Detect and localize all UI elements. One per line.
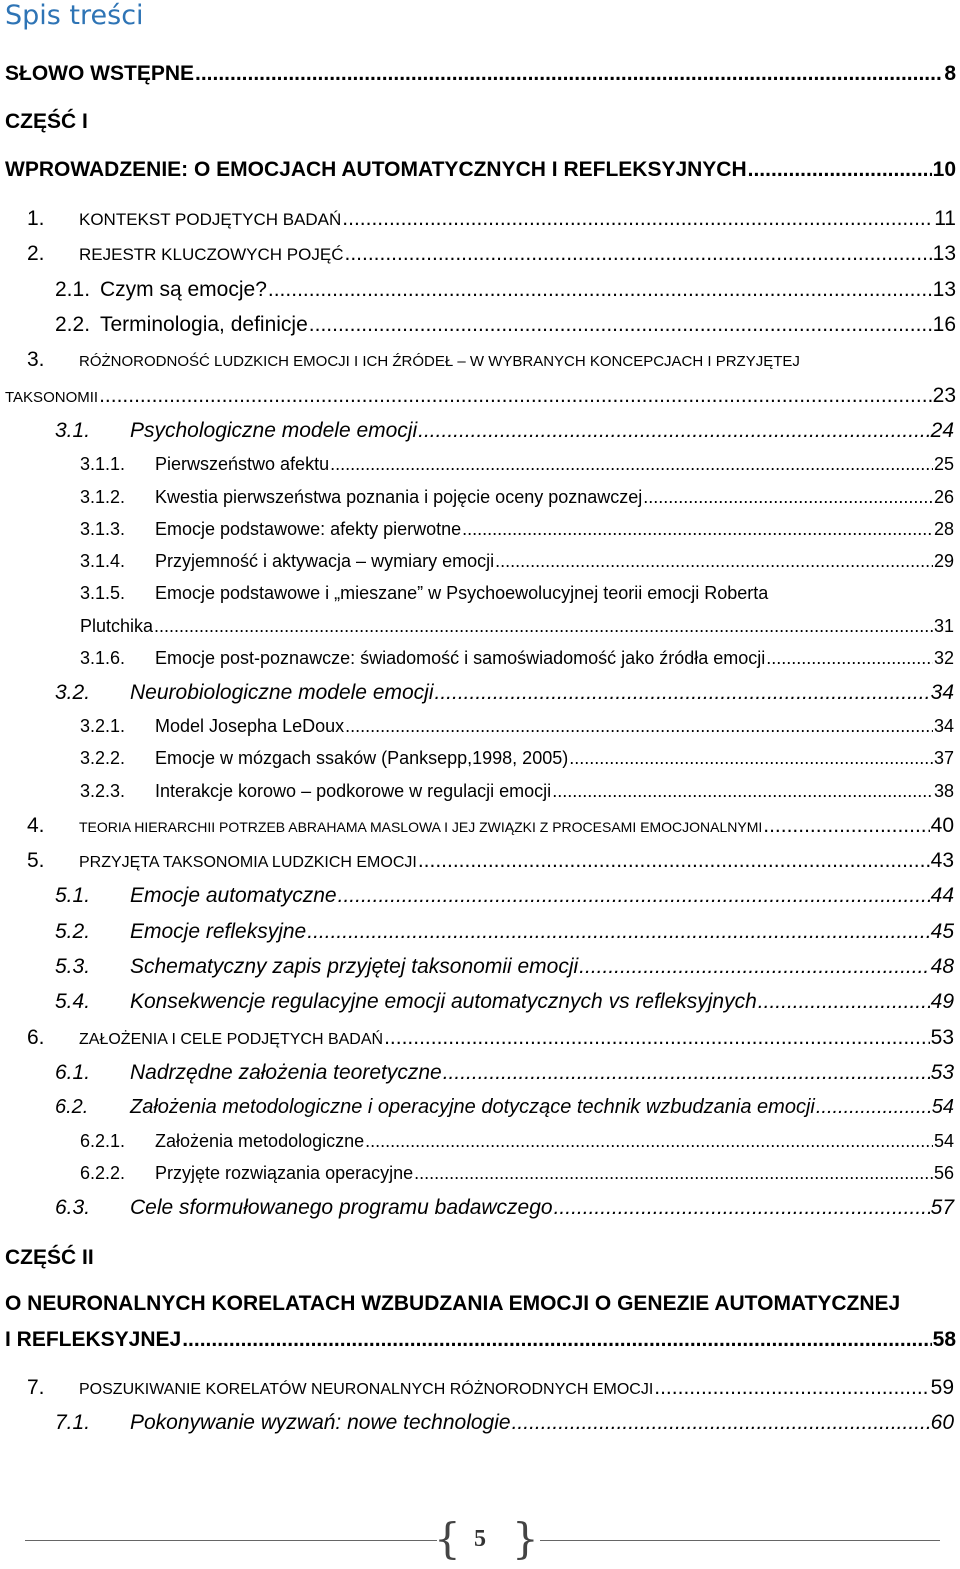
toc-entry[interactable] [27,242,956,266]
toc-entry-number: 3.2.1. [80,716,126,736]
toc-entry-page: 43 [930,849,954,872]
toc-entry-page: 53 [930,1026,954,1049]
toc-entry-number: 3.2. [55,681,91,704]
toc-leader [330,454,933,475]
toc-entry-number: 2.2. [55,313,91,336]
toc-leader [554,1196,930,1220]
toc-entry[interactable] [55,278,956,302]
toc-entry[interactable] [27,1376,954,1400]
toc-leader [763,814,929,838]
page-number: 5 [474,1526,486,1552]
toc-entry-number: 3.2.2. [80,748,126,768]
toc-entry-text: Model Josepha LeDoux [155,716,345,736]
toc-entry-continuation[interactable] [5,1328,956,1352]
toc-leader [443,1061,930,1085]
toc-entry-text: RÓŻNORODNOŚĆ LUDZKICH EMOCJI I ICH ŹRÓDEŁ – W WYBRANYCH KONCEPCJACH I PRZYJĘTEJ [79,353,800,370]
toc-entry-number: 3. [27,348,45,371]
toc-entry-page: 8 [944,62,956,85]
toc-entry-text: POSZUKIWANIE KORELATÓW NEURONALNYCH RÓŻNORODNYCH EMOCJI [79,1381,654,1398]
toc-entry-number: 3.1.5. [80,583,126,603]
toc-entry-number: 7. [27,1376,45,1399]
toc-leader [579,955,929,979]
toc-entry[interactable] [80,583,768,604]
toc-leader [384,1026,930,1050]
toc-entry-page: 26 [933,487,954,507]
toc-leader [338,884,930,908]
toc-entry-page: 25 [933,454,954,474]
toc-entry-number: 6.2.1. [80,1131,126,1151]
toc-leader [758,990,930,1014]
toc-leader [552,781,933,802]
toc-entry-text: Psychologiczne modele emocji [130,419,418,442]
toc-leader [418,419,930,443]
toc-entry[interactable] [80,1131,954,1152]
toc-entry-text: KONTEKST PODJĘTYCH BADAŃ [79,210,342,229]
toc-leader [344,242,931,266]
footer-rule-left [25,1540,437,1541]
toc-entry-page: 58 [932,1328,956,1351]
toc-entry-page: 54 [931,1096,954,1118]
toc-entry-text: Emocje refleksyjne [130,920,307,943]
toc-entry-page: 29 [933,551,954,571]
toc-entry-text: PRZYJĘTA TAKSONOMIA LUDZKICH EMOCJI [79,854,417,871]
toc-entry-text: SŁOWO WSTĘPNE [5,62,194,85]
toc-entry-text: Przyjęte rozwiązania operacyjne [155,1163,414,1183]
toc-leader [569,748,933,769]
toc-entry[interactable] [80,748,954,769]
toc-entry-text: Schematyczny zapis przyjętej taksonomii emocji [130,955,579,978]
toc-entry-number: 3.1.3. [80,519,126,539]
toc-entry-continuation[interactable] [5,384,956,408]
toc-entry[interactable] [55,1096,954,1119]
toc-leader [495,551,933,572]
toc-entry-page: 45 [930,920,954,943]
toc-entry-page: 53 [930,1061,954,1084]
toc-leader [365,1131,933,1152]
toc-entry-page: 16 [932,313,956,336]
toc-leader [512,1411,930,1435]
toc-entry-text: I REFLEKSYJNEJ [5,1328,182,1351]
toc-entry-text: Emocje podstawowe: afekty pierwotne [155,519,462,539]
toc-entry-number: 5.4. [55,990,91,1013]
toc-entry-page: 40 [930,814,954,837]
footer-rule-right [540,1540,940,1541]
toc-leader [435,681,930,705]
toc-entry-number: 3.1. [55,419,91,442]
toc-entry[interactable] [80,781,954,802]
toc-leader [414,1163,933,1184]
toc-entry-text: Kwestia pierwszeństwa poznania i pojęcie oceny poznawczej [155,487,643,507]
toc-leader [748,158,932,182]
toc-entry-text: Terminologia, definicje [100,313,308,336]
toc-entry-number: 6.3. [55,1196,91,1219]
toc-leader [654,1376,929,1400]
toc-entry-page: 44 [930,884,954,907]
toc-entry[interactable] [80,648,954,669]
toc-leader [309,313,932,337]
toc-entry-page: 56 [933,1163,954,1183]
toc-entry[interactable] [55,955,954,979]
toc-entry[interactable] [55,681,954,705]
toc-entry-number: 6.2.2. [80,1163,126,1183]
toc-entry-page: 23 [932,384,956,407]
toc-entry-number: 2. [27,242,45,265]
toc-entry-page: 48 [930,955,954,978]
toc-entry-number: 3.1.2. [80,487,126,507]
toc-entry-text: TAKSONOMII [5,389,99,406]
toc-entry[interactable] [55,419,954,443]
toc-leader [99,384,932,408]
toc-entry-page: 11 [934,207,956,230]
toc-entry-number: 3.1.6. [80,648,126,668]
toc-entry-text: Założenia metodologiczne [155,1131,365,1151]
toc-entry-page: 60 [930,1411,954,1434]
toc-entry-number: 6.1. [55,1061,91,1084]
toc-leader [307,920,929,944]
toc-entry[interactable] [5,158,956,182]
toc-entry[interactable] [55,990,954,1014]
toc-entry-number: 4. [27,814,45,837]
toc-leader [418,849,930,873]
toc-entry-text: WPROWADZENIE: O EMOCJACH AUTOMATYCZNYCH I REFLEKSYJNYCH [5,158,747,181]
footer-brace-left: { [434,1514,461,1563]
toc-leader [195,62,943,86]
toc-entry-text: Pokonywanie wyzwań: nowe technologie [130,1411,511,1434]
toc-entry-page: 38 [933,781,954,801]
toc-entry-number: 1. [27,207,45,230]
toc-leader [342,207,933,231]
toc-entry[interactable] [55,920,954,944]
toc-entry[interactable] [80,454,954,475]
toc-entry-number: 6. [27,1026,45,1049]
toc-entry[interactable] [80,519,954,540]
toc-entry-number: 3.2.3. [80,781,126,801]
toc-entry-page: 13 [932,278,956,301]
toc-entry-number: 2.1. [55,278,91,301]
toc-entry-number: 3.1.1. [80,454,126,474]
toc-entry-text: Emocje automatyczne [130,884,337,907]
toc-leader [182,1328,931,1352]
toc-entry[interactable]: O NEURONALNYCH KORELATACH WZBUDZANIA EMOCJI O GENEZIE AUTOMATYCZNEJ [5,1292,901,1315]
toc-entry-number: 3.1.4. [80,551,126,571]
toc-entry-page: 59 [930,1376,954,1399]
toc-entry[interactable] [27,814,954,838]
toc-entry-text: Czym są emocje? [100,278,267,301]
toc-entry[interactable] [55,313,956,337]
toc-leader [154,616,933,637]
toc-entry-text: TEORIA HIERARCHII POTRZEB ABRAHAMA MASLOWA I JEJ ZWIĄZKI Z PROCESAMI EMOCJONALNYMI [79,819,763,835]
toc-entry[interactable] [27,348,800,372]
page-title: Spis treści [5,0,144,31]
toc-entry-text: Przyjemność i aktywacja – wymiary emocji [155,551,495,571]
toc-entry[interactable] [27,207,956,231]
toc-entry-text: Emocje post-poznawcze: świadomość i samoświadomość jako źródła emocji [155,648,766,668]
toc-entry-number: 5.2. [55,920,91,943]
toc-entry-text: ZAŁOŻENIA I CELE PODJĘTYCH BADAŃ [79,1031,384,1048]
toc-entry-text: Plutchika [80,616,154,636]
toc-entry-page: 57 [930,1196,954,1219]
toc-entry-text: Neurobiologiczne modele emocji [130,681,434,704]
toc-entry[interactable] [27,849,954,873]
toc-entry[interactable] [55,884,954,908]
toc-entry-page: 13 [932,242,956,265]
toc-leader [766,648,933,669]
part-heading: CZĘŚĆ I [5,110,88,133]
toc-entry-text: Nadrzędne założenia teoretyczne [130,1061,442,1084]
toc-leader [643,487,933,508]
toc-entry-page: 49 [930,990,954,1013]
toc-entry-page: 37 [933,748,954,768]
toc-entry-text: Założenia metodologiczne i operacyjne dotyczące technik wzbudzania emocji [130,1096,815,1118]
toc-entry-text: Konsekwencje regulacyjne emocji automatycznych vs refleksyjnych [130,990,757,1013]
toc-entry-page: 32 [933,648,954,668]
toc-entry-number: 5.3. [55,955,91,978]
toc-entry[interactable] [80,487,954,508]
toc-entry-text: Emocje w mózgach ssaków (Panksepp,1998, 2005) [155,748,569,768]
toc-entry-number: 5. [27,849,45,872]
toc-entry[interactable] [80,1163,954,1184]
toc-entry[interactable] [55,1061,954,1085]
toc-entry-number: 7.1. [55,1411,91,1434]
toc-entry-page: 34 [933,716,954,736]
toc-entry[interactable] [27,1026,954,1050]
footer-brace-right: } [512,1514,539,1563]
toc-entry-page: 24 [930,419,954,442]
toc-entry-text: REJESTR KLUCZOWYCH POJĘĆ [79,245,344,264]
toc-entry[interactable] [5,62,956,86]
toc-leader [462,519,933,540]
toc-entry-text: Interakcje korowo – podkorowe w regulacji emocji [155,781,552,801]
toc-entry[interactable] [80,551,954,572]
toc-leader [268,278,932,302]
toc-entry[interactable] [80,716,954,737]
toc-entry-number: 6.2. [55,1096,89,1118]
toc-entry[interactable] [55,1411,954,1435]
toc-entry[interactable] [55,1196,954,1220]
part-heading: CZĘŚĆ II [5,1246,94,1269]
toc-entry-page: 10 [932,158,956,181]
toc-entry-continuation[interactable] [80,616,954,637]
toc-leader [345,716,933,737]
toc-entry-page: 54 [933,1131,954,1151]
toc-entry-page: 31 [933,616,954,636]
toc-leader [816,1096,931,1119]
toc-entry-page: 28 [933,519,954,539]
toc-entry-text: Emocje podstawowe i „mieszane” w Psychoewolucyjnej teorii emocji Roberta [155,583,769,603]
toc-entry-text: Cele sformułowanego programu badawczego [130,1196,553,1219]
toc-entry-text: Pierwszeństwo afektu [155,454,330,474]
toc-entry-number: 5.1. [55,884,91,907]
toc-entry-page: 34 [930,681,954,704]
